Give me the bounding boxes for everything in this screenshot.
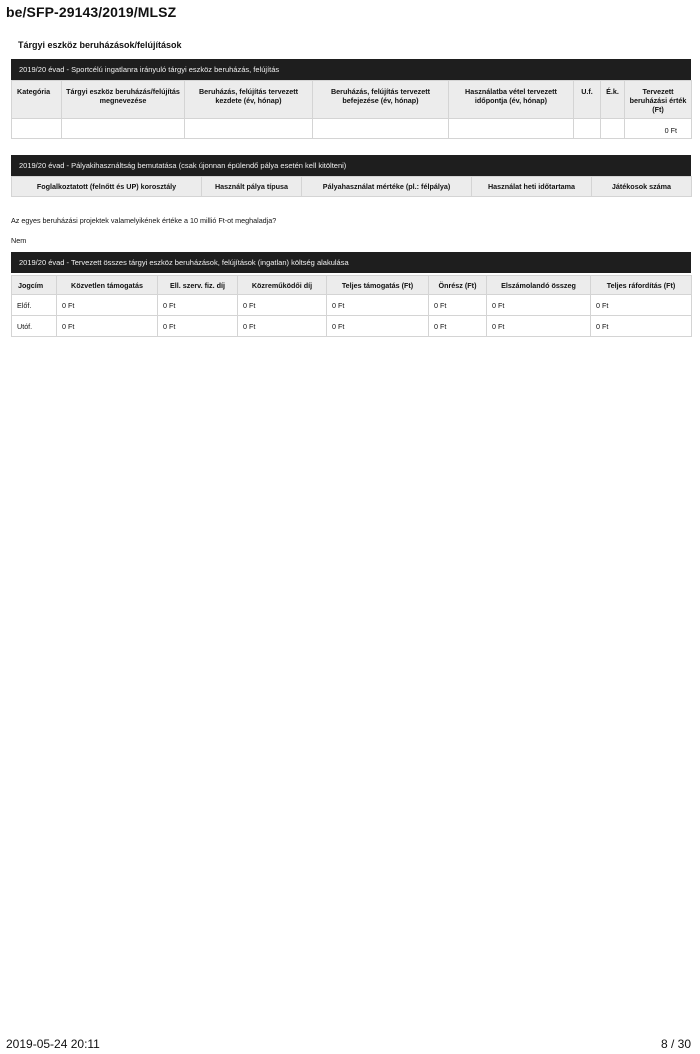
cell-value: 0 Ft xyxy=(238,295,327,316)
col-header-uf: U.f. xyxy=(574,81,601,119)
table-header-row xyxy=(12,81,692,119)
col-header-own-share: Önrész (Ft) xyxy=(429,276,487,295)
question-answer: Nem xyxy=(11,236,27,245)
col-header-direct-support: Közvetlen támogatás xyxy=(57,276,158,295)
col-header-commissioning-date: Használatba vétel tervezett időpontja (év, hónap) xyxy=(449,81,574,119)
cell-value: 0 Ft xyxy=(429,295,487,316)
footer-page-number: 8 / 30 xyxy=(660,1037,691,1051)
table-header-row xyxy=(12,276,692,295)
table-row xyxy=(12,295,692,316)
col-header-age-group: Foglalkoztatott (felnőtt és UP) korosztály xyxy=(12,177,202,197)
col-header-field-type: Használt pálya típusa xyxy=(202,177,302,197)
table-row xyxy=(12,119,692,139)
cell-title: Előf. xyxy=(12,295,57,316)
cell-value: 0 Ft xyxy=(429,316,487,337)
cell-value: 0 Ft xyxy=(327,316,429,337)
field-usage-table xyxy=(11,176,692,197)
cell-empty xyxy=(185,119,313,139)
col-header-asset-name: Tárgyi eszköz beruházás/felújítás megnevezése xyxy=(62,81,185,119)
col-header-total-expenditure: Teljes ráfordítás (Ft) xyxy=(591,276,692,295)
table3-title-bar: 2019/20 évad - Tervezett összes tárgyi eszköz beruházások, felújítások (ingatlan) költség alakulása xyxy=(11,252,691,273)
cell-value: 0 Ft xyxy=(591,295,692,316)
table-row xyxy=(12,316,692,337)
cell-value: 0 Ft xyxy=(487,316,591,337)
col-header-planned-start: Beruházás, felújítás tervezett kezdete (év, hónap) xyxy=(185,81,313,119)
cell-empty xyxy=(62,119,185,139)
cost-table xyxy=(11,275,692,337)
cell-empty xyxy=(449,119,574,139)
table2-title-bar: 2019/20 évad - Pályakihasználtság bemutatása (csak újonnan épülendő pálya esetén kell kitölteni) xyxy=(11,155,691,176)
cell-value: 0 Ft xyxy=(57,316,158,337)
col-header-player-count: Játékosok száma xyxy=(592,177,692,197)
cell-planned-value-total: 0 Ft xyxy=(625,119,692,139)
question-text: Az egyes beruházási projektek valamelyikének értéke a 10 millió Ft-ot meghaladja? xyxy=(11,216,277,225)
col-header-ek: É.k. xyxy=(601,81,625,119)
document-id: be/SFP-29143/2019/MLSZ xyxy=(6,4,177,20)
cell-empty xyxy=(574,119,601,139)
footer-datetime: 2019-05-24 20:11 xyxy=(6,1037,100,1051)
cell-value: 0 Ft xyxy=(238,316,327,337)
col-header-planned-end: Beruházás, felújítás tervezett befejezése (év, hónap) xyxy=(313,81,449,119)
cell-value: 0 Ft xyxy=(327,295,429,316)
cell-value: 0 Ft xyxy=(591,316,692,337)
col-header-category: Kategória xyxy=(12,81,62,119)
cell-value: 0 Ft xyxy=(57,295,158,316)
cell-value: 0 Ft xyxy=(158,295,238,316)
section-title: Tárgyi eszköz beruházások/felújítások xyxy=(18,40,182,50)
col-header-usage-extent: Pályahasználat mértéke (pl.: félpálya) xyxy=(302,177,472,197)
col-header-weekly-duration: Használat heti időtartama xyxy=(472,177,592,197)
col-header-planned-value: Tervezett beruházási érték (Ft) xyxy=(625,81,692,119)
table1-title-bar: 2019/20 évad - Sportcélú ingatlanra irányuló tárgyi eszköz beruházás, felújítás xyxy=(11,59,691,80)
col-header-accountable-amount: Elszámolandó összeg xyxy=(487,276,591,295)
cell-empty xyxy=(12,119,62,139)
col-header-contributor-fee: Közreműködői díj xyxy=(238,276,327,295)
cell-empty xyxy=(601,119,625,139)
col-header-title: Jogcím xyxy=(12,276,57,295)
col-header-control-fee: Ell. szerv. fiz. díj xyxy=(158,276,238,295)
investment-table xyxy=(11,80,692,139)
cell-value: 0 Ft xyxy=(158,316,238,337)
table-header-row xyxy=(12,177,692,197)
col-header-total-support: Teljes támogatás (Ft) xyxy=(327,276,429,295)
cell-value: 0 Ft xyxy=(487,295,591,316)
cell-title: Utóf. xyxy=(12,316,57,337)
cell-empty xyxy=(313,119,449,139)
